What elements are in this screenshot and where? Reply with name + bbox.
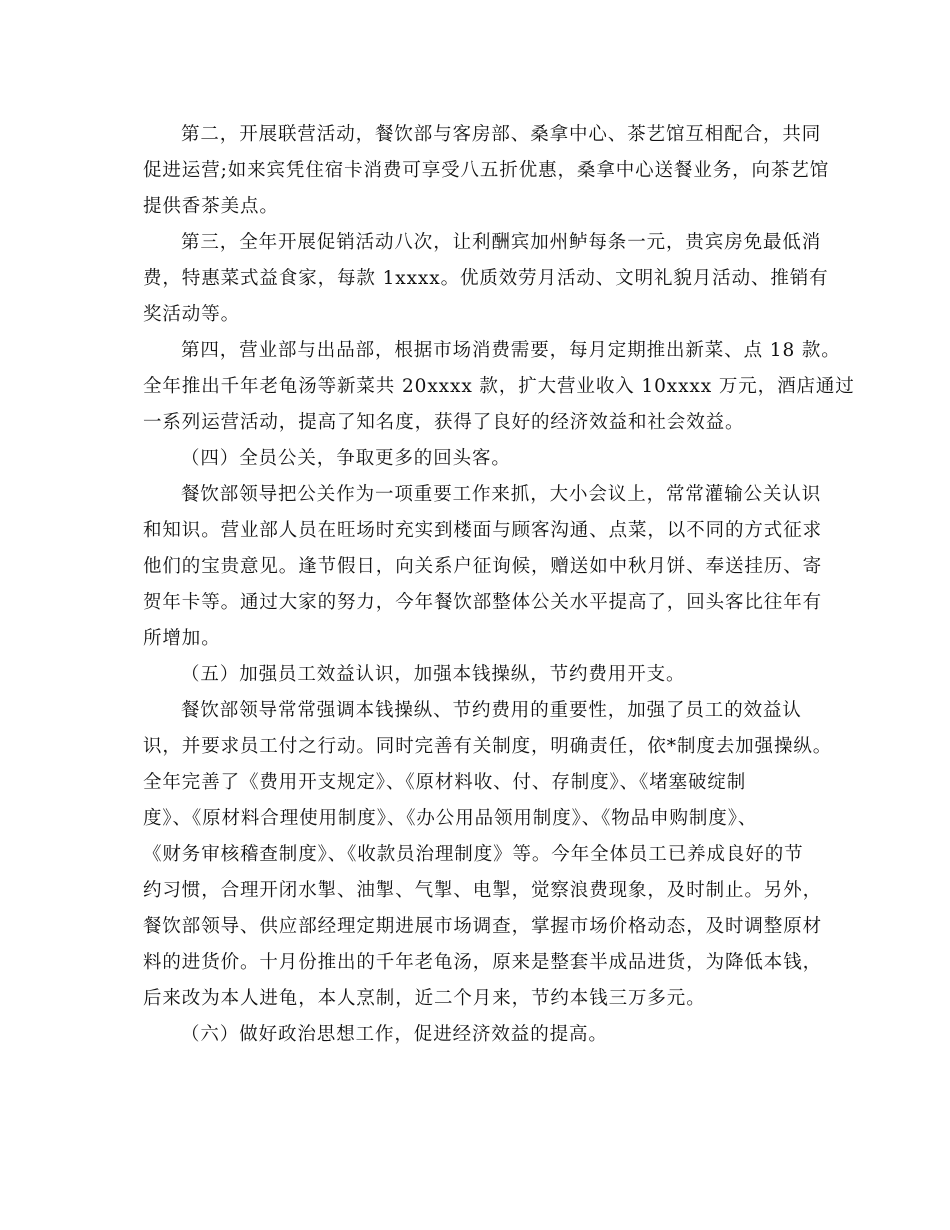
text-line: 第四，营业部与出品部，根据市场消费需要，每月定期推出新菜、点 18 款。 [181,340,841,361]
text-line: 餐饮部领导、供应部经理定期进展市场调查，掌握市场价格动态，及时调整原材 [143,916,823,937]
section-heading: （五）加强员工效益认识，加强本钱操纵，节约费用开支。 [181,664,686,685]
text-line: 第三，全年开展促销活动八次，让利酬宾加州鲈每条一元，贵宾房免最低消 [181,232,822,253]
text-line: 他们的宝贵意见。逢节假日，向关系户征询候，赠送如中秋月饼、奉送挂历、寄 [143,556,823,577]
text-line: 促进运营;如来宾凭住宿卡消费可享受八五折优惠，桑拿中心送餐业务，向茶艺馆 [143,160,830,181]
text-line: 第二，开展联营活动，餐饮部与客房部、桑拿中心、茶艺馆互相配合，共同 [181,124,822,145]
text-line: 约习惯，合理开闭水掣、油掣、气掣、电掣，觉察浪费现象，及时制止。另外， [143,880,823,901]
text-line: 全年推出千年老龟汤等新菜共 20xxxx 款，扩大营业收入 10xxxx 万元，酒店通过 [143,376,855,397]
text-line: 奖活动等。 [143,304,241,325]
text-line: 识，并要求员工付之行动。同时完善有关制度，明确责任，依*制度去加强操纵。 [143,736,833,757]
text-line: 提供香茶美点。 [143,196,279,217]
text-line: 所增加。 [143,628,221,649]
text-line: 餐饮部领导常常强调本钱操纵、节约费用的重要性，加强了员工的效益认 [181,700,802,721]
text-line: 和知识。营业部人员在旺场时充实到楼面与顾客沟通、点菜，以不同的方式征求 [143,520,823,541]
text-line: 贺年卡等。通过大家的努力，今年餐饮部整体公关水平提高了，回头客比往年有 [143,592,823,613]
text-line: 一系列运营活动，提高了知名度，获得了良好的经济效益和社会效益。 [143,412,745,433]
text-line: 《财务审核稽查制度》、《收款员治理制度》等。今年全体员工已养成良好的节 [143,844,804,865]
text-line: 餐饮部领导把公关作为一项重要工作来抓，大小会议上，常常灌输公关认识 [181,484,822,505]
text-line: 费，特惠菜式益食家，每款 1xxxx。优质效劳月活动、文明礼貌月活动、推销有 [143,268,829,289]
text-line: 料的进货价。十月份推出的千年老龟汤，原来是整套半成品进货，为降低本钱， [143,952,823,973]
text-line: 后来改为本人进龟，本人烹制，近二个月来，节约本钱三万多元。 [143,988,706,1009]
text-line: 度》、《原材料合理使用制度》、《办公用品领用制度》、《物品申购制度》、 [143,808,758,829]
section-heading: （四）全员公关，争取更多的回头客。 [181,448,511,469]
text-line: 全年完善了《费用开支规定》、《原材料收、付、存制度》、《堵塞破绽制 [143,772,747,793]
section-heading: （六）做好政治思想工作，促进经济效益的提高。 [181,1024,608,1045]
